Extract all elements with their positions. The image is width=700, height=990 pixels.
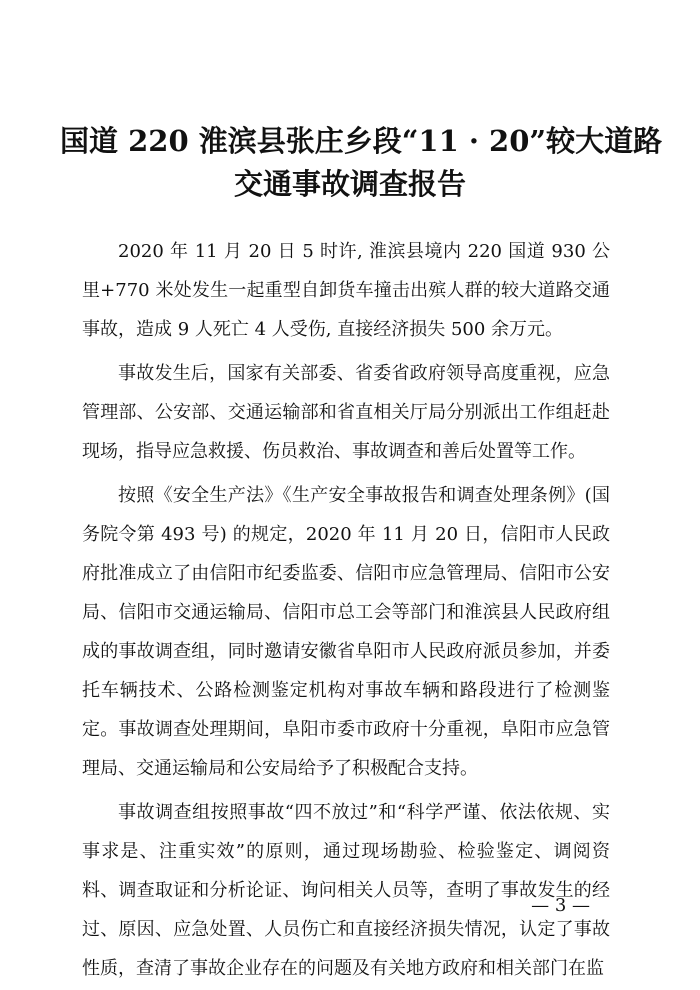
paragraph-investigation-principles: 事故调查组按照事故“四不放过”和“科学严谨、依法依规、实事求是、注重实效”的原则，通过现场勘验、检验鉴定、调阅资料、调查取证和分析论证、询问相关人员等，查明了事故发生的经过、原因、应急处置、人员伤亡和直接经济损失情况，认定了事故性质，查清了事故企业存在的问题及有关地方政府和相关部门在监 xyxy=(82,802,610,979)
paragraph-response: 事故发生后，国家有关部委、省委省政府领导高度重视，应急管理部、公安部、交通运输部和省直相关厅局分别派出工作组赶赴现场，指导应急救援、伤员救治、事故调查和善后处置等工作。 xyxy=(82,363,610,462)
paragraph-accident-summary: 2020 年 11 月 20 日 5 时许, 淮滨县境内 220 国道 930 公里+770 米处发生一起重型自卸货车撞击出殡人群的较大道路交通事故，造成 9 人死亡 4 人受伤, 直接经济损失 500 余万元。 xyxy=(82,241,610,340)
page-number: — 3 — xyxy=(531,895,590,916)
paragraph-investigation-team: 按照《安全生产法》《生产安全事故报告和调查处理条例》(国务院令第 493 号) 的规定，2020 年 11 月 20 日，信阳市人民政府批准成立了由信阳市纪委监委、信阳市应急管理局、信阳市公安局、信阳市交通运输局、信阳市总工会等部门和淮滨县人民政府组成的事故调查组，同时邀请安徽省阜阳市人民政府派员参加，并委托车辆技术、公路检测鉴定机构对事故车辆和路段进行了检测鉴定。事故调查处理期间，阜阳市委市政府十分重视，阜阳市应急管理局、交通运输局和公安局给予了积极配合支持。 xyxy=(82,485,610,779)
report-title-line-2: 交通事故调查报告 xyxy=(233,167,466,201)
report-title-line-1: 国道 220 淮滨县张庄乡段“11 · 20”较大道路 xyxy=(60,124,663,158)
report-body xyxy=(82,232,610,988)
